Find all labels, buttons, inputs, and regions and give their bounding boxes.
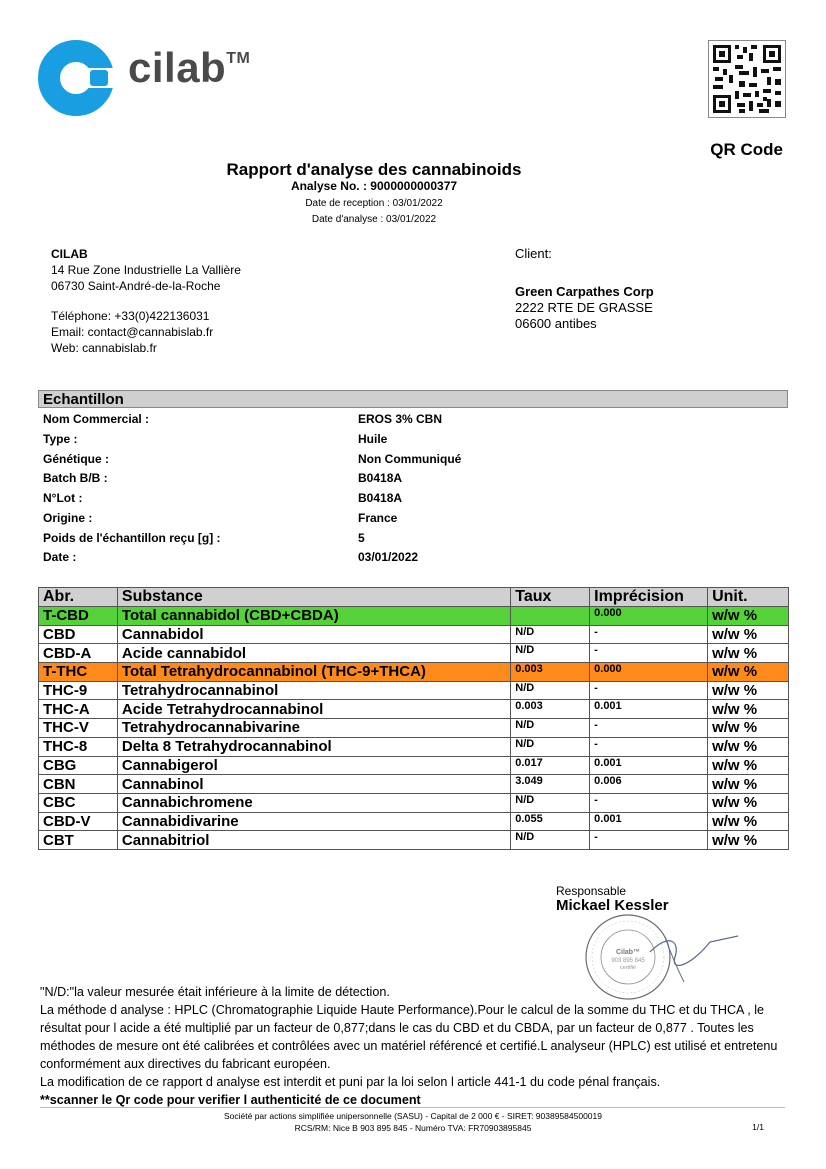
cell-substance: Cannabichromene bbox=[117, 793, 510, 812]
cell-abbr: CBD bbox=[39, 625, 118, 644]
svg-text:certifié: certifié bbox=[619, 965, 637, 971]
cell-abbr: CBD-V bbox=[39, 812, 118, 831]
cell-substance: Acide cannabidol bbox=[117, 644, 510, 663]
cell-rate: N/D bbox=[511, 831, 590, 850]
legal-note: La modification de ce rapport d analyse est interdit et puni par la loi selon l article 441-1 du code pénal français. bbox=[40, 1075, 661, 1089]
nd-note: "N/D:"la valeur mesurée était inférieure à la limite de détection. bbox=[40, 985, 390, 999]
sample-label: Type : bbox=[43, 432, 78, 446]
cell-substance: Delta 8 Tetrahydrocannabinol bbox=[117, 737, 510, 756]
cell-rate: 0.003 bbox=[511, 700, 590, 719]
client-address-line1: 2222 RTE DE GRASSE bbox=[515, 300, 653, 315]
cell-unit: w/w % bbox=[708, 644, 789, 663]
cell-rate: 0.017 bbox=[511, 756, 590, 775]
page-number: 1/1 bbox=[752, 1122, 764, 1132]
cell-substance: Acide Tetrahydrocannabinol bbox=[117, 700, 510, 719]
cilab-logo-icon bbox=[38, 40, 114, 116]
responsible-name: Mickael Kessler bbox=[556, 897, 669, 914]
cell-unit: w/w % bbox=[708, 625, 789, 644]
responsible-label: Responsable bbox=[556, 884, 627, 898]
cell-unit: w/w % bbox=[708, 681, 789, 700]
cell-abbr: THC-8 bbox=[39, 737, 118, 756]
sample-section-heading: Echantillon bbox=[38, 390, 788, 408]
cell-imprecision: - bbox=[590, 644, 708, 663]
cell-abbr: CBC bbox=[39, 793, 118, 812]
cell-substance: Cannabinol bbox=[117, 775, 510, 794]
cell-unit: w/w % bbox=[708, 812, 789, 831]
sample-label: Nom Commercial : bbox=[43, 412, 150, 426]
sample-value: 03/01/2022 bbox=[358, 550, 419, 564]
client-label: Client: bbox=[515, 246, 552, 261]
qr-code-icon bbox=[708, 40, 786, 118]
cell-abbr: CBG bbox=[39, 756, 118, 775]
lab-address-line1: 14 Rue Zone Industrielle La Vallière bbox=[51, 263, 241, 277]
cell-rate: N/D bbox=[511, 793, 590, 812]
lab-web: Web: cannabislab.fr bbox=[51, 341, 157, 355]
table-row bbox=[39, 700, 789, 719]
cell-unit: w/w % bbox=[708, 663, 789, 682]
client-name: Green Carpathes Corp bbox=[515, 284, 654, 299]
analysis-date: Date d'analyse : 03/01/2022 bbox=[311, 214, 437, 225]
results-header-row bbox=[39, 588, 789, 607]
cell-unit: w/w % bbox=[708, 756, 789, 775]
cell-substance: Cannabitriol bbox=[117, 831, 510, 850]
cell-rate: N/D bbox=[511, 681, 590, 700]
col-header-rate: Taux bbox=[511, 588, 590, 607]
cell-imprecision: 0.000 bbox=[590, 607, 708, 626]
sample-label: Batch B/B : bbox=[43, 471, 108, 485]
sample-value: Non Communiqué bbox=[358, 452, 462, 466]
lab-address-line2: 06730 Saint-André-de-la-Roche bbox=[51, 279, 221, 293]
footer-registration-line: RCS/RM: Nice B 903 895 845 - Numéro TVA: FR70903895845 bbox=[294, 1123, 532, 1133]
cell-substance: Tetrahydrocannabinol bbox=[117, 681, 510, 700]
cell-abbr: T-THC bbox=[39, 663, 118, 682]
sample-label: Génétique : bbox=[43, 452, 110, 466]
table-row bbox=[39, 663, 789, 682]
sample-label: Poids de l'échantillon reçu [g] : bbox=[43, 531, 221, 545]
cell-abbr: CBD-A bbox=[39, 644, 118, 663]
sample-value: B0418A bbox=[358, 471, 403, 485]
cell-substance: Tetrahydrocannabivarine bbox=[117, 719, 510, 738]
cell-rate: N/D bbox=[511, 644, 590, 663]
lab-name: CILAB bbox=[51, 247, 88, 261]
cell-abbr: T-CBD bbox=[39, 607, 118, 626]
lab-email: Email: contact@cannabislab.fr bbox=[51, 325, 214, 339]
table-row bbox=[39, 625, 789, 644]
cell-imprecision: - bbox=[590, 625, 708, 644]
cell-imprecision: 0.006 bbox=[590, 775, 708, 794]
cell-substance: Total cannabidol (CBD+CBDA) bbox=[117, 607, 510, 626]
cell-imprecision: 0.001 bbox=[590, 812, 708, 831]
table-row bbox=[39, 831, 789, 850]
cell-imprecision: - bbox=[590, 719, 708, 738]
table-row bbox=[39, 607, 789, 626]
lab-info bbox=[51, 246, 241, 356]
results-table bbox=[38, 587, 789, 850]
brand-name: cilab™ bbox=[128, 44, 251, 91]
cell-imprecision: 0.001 bbox=[590, 700, 708, 719]
cell-rate: N/D bbox=[511, 625, 590, 644]
cell-unit: w/w % bbox=[708, 737, 789, 756]
table-row bbox=[39, 756, 789, 775]
cell-imprecision: - bbox=[590, 831, 708, 850]
cell-abbr: CBT bbox=[39, 831, 118, 850]
qr-code-label: QR Code bbox=[710, 140, 783, 159]
table-row bbox=[39, 775, 789, 794]
cell-imprecision: - bbox=[590, 737, 708, 756]
sample-label: N°Lot : bbox=[43, 491, 83, 505]
cell-abbr: THC-9 bbox=[39, 681, 118, 700]
sample-label: Date : bbox=[43, 550, 77, 564]
cell-rate: N/D bbox=[511, 719, 590, 738]
sample-value: EROS 3% CBN bbox=[358, 412, 443, 426]
cell-imprecision: 0.001 bbox=[590, 756, 708, 775]
sample-value: 5 bbox=[358, 531, 365, 545]
report-title: Rapport d'analyse des cannabinoids bbox=[226, 160, 522, 179]
cell-imprecision: - bbox=[590, 681, 708, 700]
sample-label: Origine : bbox=[43, 511, 93, 525]
cell-unit: w/w % bbox=[708, 775, 789, 794]
cell-unit: w/w % bbox=[708, 700, 789, 719]
cell-substance: Cannabidol bbox=[117, 625, 510, 644]
cell-unit: w/w % bbox=[708, 719, 789, 738]
col-header-unit: Unit. bbox=[708, 588, 789, 607]
cell-rate: N/D bbox=[511, 737, 590, 756]
svg-text:903 895 845: 903 895 845 bbox=[611, 958, 645, 964]
svg-text:Cilab™: Cilab™ bbox=[615, 949, 641, 956]
client-info bbox=[515, 246, 654, 332]
cell-unit: w/w % bbox=[708, 607, 789, 626]
cell-rate: 0.055 bbox=[511, 812, 590, 831]
cell-rate: 3.049 bbox=[511, 775, 590, 794]
sample-value: France bbox=[358, 511, 398, 525]
col-header-imprecision: Imprécision bbox=[590, 588, 708, 607]
cell-unit: w/w % bbox=[708, 831, 789, 850]
cell-substance: Cannabigerol bbox=[117, 756, 510, 775]
client-address-line2: 06600 antibes bbox=[515, 316, 597, 331]
method-note: La méthode d analyse : HPLC (Chromatographie Liquide Haute Performance).Pour le calcul de la somme du THC et du THCA , le résultat pour l acide a été multiplié par un facteur de 0,877;dans le cas du CBD et du CBDA, par un facteur de 0,877 . Toutes les méthodes de mesure ont été calibrées et contrôlées avec un matériel référencé et certifié.L analyseur (HPLC) est utilisé et entretenu conformément aux directives du fabricant européen. bbox=[40, 1003, 778, 1071]
cell-imprecision: 0.000 bbox=[590, 663, 708, 682]
sample-value: Huile bbox=[358, 432, 388, 446]
cell-abbr: THC-A bbox=[39, 700, 118, 719]
lab-phone: Téléphone: +33(0)422136031 bbox=[51, 309, 210, 323]
sample-value: B0418A bbox=[358, 491, 403, 505]
table-row bbox=[39, 812, 789, 831]
table-row bbox=[39, 719, 789, 738]
col-header-abbr: Abr. bbox=[39, 588, 118, 607]
analyse-number: Analyse No. : 9000000000377 bbox=[290, 179, 458, 193]
cell-unit: w/w % bbox=[708, 793, 789, 812]
footer bbox=[0, 1110, 826, 1134]
cell-rate: 0.003 bbox=[511, 663, 590, 682]
footer-company-line: Société par actions simplifiée unipersonnelle (SASU) - Capital de 2 000 € - SIRET: 90389584500019 bbox=[223, 1111, 602, 1121]
table-row bbox=[39, 681, 789, 700]
table-row bbox=[39, 644, 789, 663]
notes-block bbox=[40, 983, 785, 1109]
cell-abbr: THC-V bbox=[39, 719, 118, 738]
cell-substance: Total Tetrahydrocannabinol (THC-9+THCA) bbox=[117, 663, 510, 682]
table-row bbox=[39, 737, 789, 756]
scan-note: **scanner le Qr code pour verifier l authenticité de ce document bbox=[40, 1093, 421, 1107]
table-row bbox=[39, 793, 789, 812]
cell-imprecision: - bbox=[590, 793, 708, 812]
footer-divider bbox=[40, 1107, 785, 1108]
reception-date: Date de reception : 03/01/2022 bbox=[305, 198, 443, 209]
cell-abbr: CBN bbox=[39, 775, 118, 794]
col-header-substance: Substance bbox=[117, 588, 510, 607]
cell-substance: Cannabidivarine bbox=[117, 812, 510, 831]
cell-rate bbox=[511, 607, 590, 626]
